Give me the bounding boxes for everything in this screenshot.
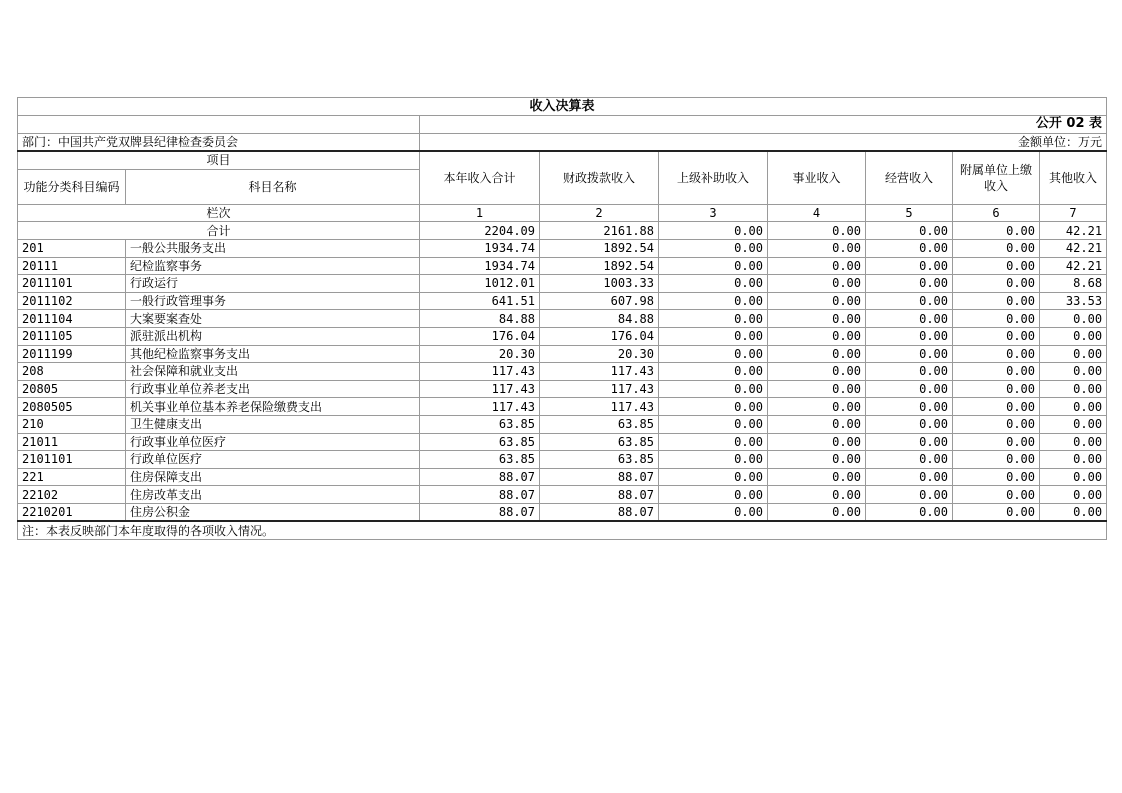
column-number: 2	[540, 204, 659, 222]
income-table	[17, 97, 1107, 540]
amount-cell: 0.00	[866, 292, 953, 310]
amount-cell: 0.00	[953, 468, 1040, 486]
subject-code: 2011101	[18, 275, 126, 293]
amount-cell: 63.85	[540, 451, 659, 469]
subject-name: 住房保障支出	[126, 468, 420, 486]
amount-cell: 0.00	[659, 398, 768, 416]
column-number: 7	[1040, 204, 1107, 222]
subject-code: 210	[18, 415, 126, 433]
amount-cell: 0.00	[866, 468, 953, 486]
amount-cell: 0.00	[659, 292, 768, 310]
amount-cell: 0.00	[1040, 451, 1107, 469]
subject-name: 派驻派出机构	[126, 327, 420, 345]
amount-cell: 0.00	[1040, 345, 1107, 363]
amount-cell: 88.07	[540, 468, 659, 486]
total-value: 0.00	[659, 222, 768, 240]
amount-cell: 0.00	[1040, 380, 1107, 398]
amount-cell: 0.00	[1040, 327, 1107, 345]
column-number: 4	[768, 204, 866, 222]
amount-cell: 0.00	[866, 503, 953, 521]
code-header: 功能分类科目编码	[18, 169, 126, 204]
amount-cell: 33.53	[1040, 292, 1107, 310]
form-number: 公开 02 表	[420, 116, 1107, 134]
amount-cell: 176.04	[420, 327, 540, 345]
amount-cell: 0.00	[866, 398, 953, 416]
table-row	[18, 310, 1107, 328]
amount-cell: 42.21	[1040, 239, 1107, 257]
amount-cell: 0.00	[768, 398, 866, 416]
amount-cell: 0.00	[953, 327, 1040, 345]
subject-code: 2210201	[18, 503, 126, 521]
amount-cell: 0.00	[953, 275, 1040, 293]
subject-name: 行政运行	[126, 275, 420, 293]
amount-cell: 0.00	[866, 380, 953, 398]
amount-cell: 0.00	[1040, 310, 1107, 328]
amount-cell: 0.00	[768, 363, 866, 381]
subject-code: 2101101	[18, 451, 126, 469]
amount-cell: 0.00	[866, 363, 953, 381]
table-row	[18, 433, 1107, 451]
subject-name: 行政事业单位医疗	[126, 433, 420, 451]
table-row	[18, 415, 1107, 433]
column-number-label: 栏次	[18, 204, 420, 222]
subject-code: 20805	[18, 380, 126, 398]
amount-cell: 0.00	[953, 380, 1040, 398]
column-number: 6	[953, 204, 1040, 222]
amount-cell: 0.00	[768, 415, 866, 433]
amount-cell: 0.00	[866, 327, 953, 345]
amount-cell: 117.43	[420, 398, 540, 416]
amount-cell: 0.00	[659, 380, 768, 398]
total-value: 42.21	[1040, 222, 1107, 240]
table-row	[18, 486, 1107, 504]
amount-cell: 117.43	[420, 380, 540, 398]
subject-code: 2011102	[18, 292, 126, 310]
amount-cell: 0.00	[768, 380, 866, 398]
amount-cell: 0.00	[659, 327, 768, 345]
amount-cell: 0.00	[659, 451, 768, 469]
col-header-other: 其他收入	[1040, 151, 1107, 204]
amount-cell: 0.00	[866, 239, 953, 257]
amount-cell: 0.00	[953, 239, 1040, 257]
amount-cell: 0.00	[953, 398, 1040, 416]
subject-name: 纪检监察事务	[126, 257, 420, 275]
amount-cell: 0.00	[768, 486, 866, 504]
column-number: 5	[866, 204, 953, 222]
amount-cell: 0.00	[953, 451, 1040, 469]
amount-cell: 641.51	[420, 292, 540, 310]
amount-cell: 63.85	[420, 451, 540, 469]
amount-cell: 0.00	[659, 433, 768, 451]
amount-cell: 0.00	[1040, 415, 1107, 433]
amount-cell: 0.00	[659, 310, 768, 328]
amount-cell: 0.00	[768, 275, 866, 293]
amount-cell: 42.21	[1040, 257, 1107, 275]
amount-cell: 0.00	[866, 310, 953, 328]
amount-cell: 0.00	[659, 257, 768, 275]
amount-cell: 8.68	[1040, 275, 1107, 293]
amount-cell: 0.00	[866, 275, 953, 293]
amount-cell: 0.00	[768, 451, 866, 469]
amount-cell: 0.00	[768, 345, 866, 363]
amount-cell: 1012.01	[420, 275, 540, 293]
amount-cell: 1934.74	[420, 239, 540, 257]
amount-cell: 1892.54	[540, 239, 659, 257]
blank-cell	[18, 116, 420, 134]
amount-cell: 20.30	[420, 345, 540, 363]
subject-code: 22102	[18, 486, 126, 504]
amount-cell: 0.00	[659, 363, 768, 381]
table-row	[18, 345, 1107, 363]
amount-cell: 0.00	[953, 363, 1040, 381]
table-row	[18, 292, 1107, 310]
amount-cell: 63.85	[420, 415, 540, 433]
amount-cell: 0.00	[1040, 486, 1107, 504]
subject-code: 21011	[18, 433, 126, 451]
amount-cell: 176.04	[540, 327, 659, 345]
col-header-total: 本年收入合计	[420, 151, 540, 204]
amount-cell: 0.00	[866, 451, 953, 469]
subject-code: 208	[18, 363, 126, 381]
amount-cell: 117.43	[420, 363, 540, 381]
table-row	[18, 503, 1107, 521]
amount-cell: 88.07	[540, 503, 659, 521]
amount-cell: 0.00	[768, 503, 866, 521]
amount-cell: 63.85	[540, 433, 659, 451]
subject-name: 其他纪检监察事务支出	[126, 345, 420, 363]
amount-cell: 88.07	[420, 503, 540, 521]
column-number: 3	[659, 204, 768, 222]
subject-code: 2011199	[18, 345, 126, 363]
amount-cell: 0.00	[1040, 398, 1107, 416]
department-label: 部门：中国共产党双牌县纪律检查委员会	[18, 133, 420, 151]
amount-cell: 0.00	[659, 345, 768, 363]
subject-name: 行政单位医疗	[126, 451, 420, 469]
col-header-affiliated: 附属单位上缴收入	[953, 151, 1040, 204]
amount-cell: 0.00	[953, 345, 1040, 363]
amount-cell: 0.00	[768, 292, 866, 310]
total-label: 合计	[18, 222, 420, 240]
subject-code: 2011104	[18, 310, 126, 328]
table-row	[18, 398, 1107, 416]
amount-cell: 0.00	[866, 257, 953, 275]
column-number: 1	[420, 204, 540, 222]
amount-cell: 0.00	[768, 468, 866, 486]
subject-code: 201	[18, 239, 126, 257]
amount-cell: 0.00	[768, 327, 866, 345]
amount-cell: 0.00	[768, 257, 866, 275]
amount-cell: 84.88	[420, 310, 540, 328]
amount-cell: 0.00	[768, 310, 866, 328]
amount-cell: 88.07	[420, 468, 540, 486]
amount-cell: 117.43	[540, 380, 659, 398]
amount-cell: 0.00	[866, 486, 953, 504]
table-row	[18, 257, 1107, 275]
amount-cell: 0.00	[768, 433, 866, 451]
amount-cell: 0.00	[866, 345, 953, 363]
subject-code: 2011105	[18, 327, 126, 345]
subject-name: 住房公积金	[126, 503, 420, 521]
amount-cell: 607.98	[540, 292, 659, 310]
amount-cell: 63.85	[420, 433, 540, 451]
amount-cell: 0.00	[953, 415, 1040, 433]
table-row	[18, 451, 1107, 469]
amount-cell: 0.00	[768, 239, 866, 257]
amount-cell: 0.00	[953, 257, 1040, 275]
amount-cell: 0.00	[866, 415, 953, 433]
subject-name: 卫生健康支出	[126, 415, 420, 433]
total-value: 2204.09	[420, 222, 540, 240]
table-row	[18, 275, 1107, 293]
income-statement-sheet	[17, 97, 1106, 540]
amount-cell: 63.85	[540, 415, 659, 433]
subject-name: 行政事业单位养老支出	[126, 380, 420, 398]
amount-cell: 0.00	[659, 486, 768, 504]
amount-cell: 0.00	[953, 503, 1040, 521]
table-note: 注：本表反映部门本年度取得的各项收入情况。	[18, 521, 1107, 540]
table-row	[18, 468, 1107, 486]
subject-name: 一般行政管理事务	[126, 292, 420, 310]
table-row	[18, 380, 1107, 398]
amount-cell: 0.00	[953, 310, 1040, 328]
subject-name: 一般公共服务支出	[126, 239, 420, 257]
amount-cell: 84.88	[540, 310, 659, 328]
table-row	[18, 363, 1107, 381]
amount-cell: 0.00	[953, 486, 1040, 504]
total-value: 0.00	[768, 222, 866, 240]
subject-code: 221	[18, 468, 126, 486]
amount-cell: 0.00	[659, 415, 768, 433]
total-value: 0.00	[953, 222, 1040, 240]
total-value: 0.00	[866, 222, 953, 240]
amount-cell: 0.00	[1040, 363, 1107, 381]
amount-cell: 20.30	[540, 345, 659, 363]
amount-cell: 117.43	[540, 398, 659, 416]
amount-cell: 0.00	[866, 433, 953, 451]
table-title: 收入决算表	[18, 98, 1107, 116]
amount-cell: 88.07	[420, 486, 540, 504]
col-header-business: 事业收入	[768, 151, 866, 204]
col-header-superior-subsidy: 上级补助收入	[659, 151, 768, 204]
item-header: 项目	[18, 151, 420, 169]
amount-cell: 0.00	[1040, 503, 1107, 521]
col-header-fiscal: 财政拨款收入	[540, 151, 659, 204]
amount-cell: 1892.54	[540, 257, 659, 275]
subject-name: 住房改革支出	[126, 486, 420, 504]
subject-code: 20111	[18, 257, 126, 275]
amount-cell: 0.00	[1040, 433, 1107, 451]
table-row	[18, 327, 1107, 345]
amount-cell: 0.00	[953, 292, 1040, 310]
name-header: 科目名称	[126, 169, 420, 204]
subject-name: 大案要案查处	[126, 310, 420, 328]
amount-cell: 117.43	[540, 363, 659, 381]
amount-cell: 0.00	[953, 433, 1040, 451]
col-header-operating: 经营收入	[866, 151, 953, 204]
amount-cell: 0.00	[659, 503, 768, 521]
subject-name: 机关事业单位基本养老保险缴费支出	[126, 398, 420, 416]
amount-cell: 88.07	[540, 486, 659, 504]
unit-label: 金额单位：万元	[420, 133, 1107, 151]
subject-name: 社会保障和就业支出	[126, 363, 420, 381]
amount-cell: 0.00	[659, 275, 768, 293]
total-value: 2161.88	[540, 222, 659, 240]
amount-cell: 1934.74	[420, 257, 540, 275]
amount-cell: 0.00	[659, 239, 768, 257]
amount-cell: 0.00	[1040, 468, 1107, 486]
subject-code: 2080505	[18, 398, 126, 416]
table-row	[18, 239, 1107, 257]
amount-cell: 0.00	[659, 468, 768, 486]
amount-cell: 1003.33	[540, 275, 659, 293]
